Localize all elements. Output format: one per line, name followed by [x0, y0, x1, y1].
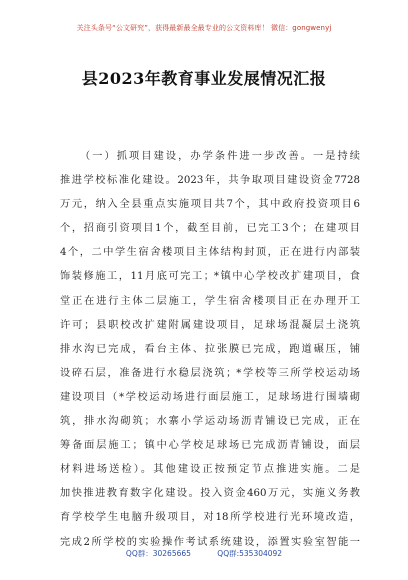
body-line: 筹备面层施工；镇中心学校足球场已完成沥青铺设，面层 — [60, 440, 360, 452]
body-line: 材料进场送检）。其他建设正按预定节点推进实施。二是 — [60, 464, 360, 476]
body-line: （一）抓项目建设，办学条件进一步改善。一是持续 — [80, 151, 360, 162]
body-line: 育学校学生电脑升级项目，对18所学校进行光环境改造， — [60, 512, 360, 524]
body-line: 设碎石层，准备进行水稳层浇筑；*学校等三所学校运动场 — [60, 367, 360, 379]
body-line: 个，招商引资项目1个，截至目前，已完工3个；在建项目 — [60, 223, 360, 235]
document-title: 县2023年教育事业发展情况汇报 — [81, 69, 327, 88]
body-line: 堂正在进行主体二层施工，学生宿舍楼项目正在办理开工 — [60, 295, 360, 307]
body-line: 许可；县职校改扩建附属建设项目，足球场混凝层土浇筑 — [60, 319, 360, 331]
body-line: 排水沟已完成，看台主体、拉张膜已完成，跑道碾压，铺 — [60, 343, 360, 355]
promo-banner: 关注头条号“公文研究”，获得最新最全最专业的公文资料库！ 微信：gongwenyj — [76, 24, 332, 32]
document-body — [60, 145, 360, 555]
footer-qq-group-1: QQ群：30265665 — [125, 549, 191, 558]
body-line: 加快推进教育数字化建设。投入资金460万元，实施义务教 — [60, 488, 360, 500]
body-line: 完成2所学校的实验操作考试系统建设，添置实验室智能一 — [60, 536, 360, 548]
body-line: 推进学校标准化建设。2023年，共争取项目建设资金7728 — [60, 175, 360, 187]
footer-qq-group-2: QQ群:535304092 — [217, 549, 283, 558]
body-line: 4个，二中学生宿舍楼项目主体结构封顶，正在进行内部装 — [60, 247, 360, 259]
body-line: 万元，纳入全县重点实施项目共7个，其中政府投资项目6 — [60, 199, 360, 211]
body-line: 建设项目（*学校运动场进行面层施工，足球场进行围墙砌 — [60, 391, 360, 403]
body-line: 饰装修施工，11月底可完工；*镇中心学校改扩建项目，食 — [60, 271, 360, 283]
footer-contact — [0, 548, 408, 559]
body-line: 筑，排水沟砌筑；水寨小学运动场沥青铺设已完成，正在 — [60, 416, 360, 428]
